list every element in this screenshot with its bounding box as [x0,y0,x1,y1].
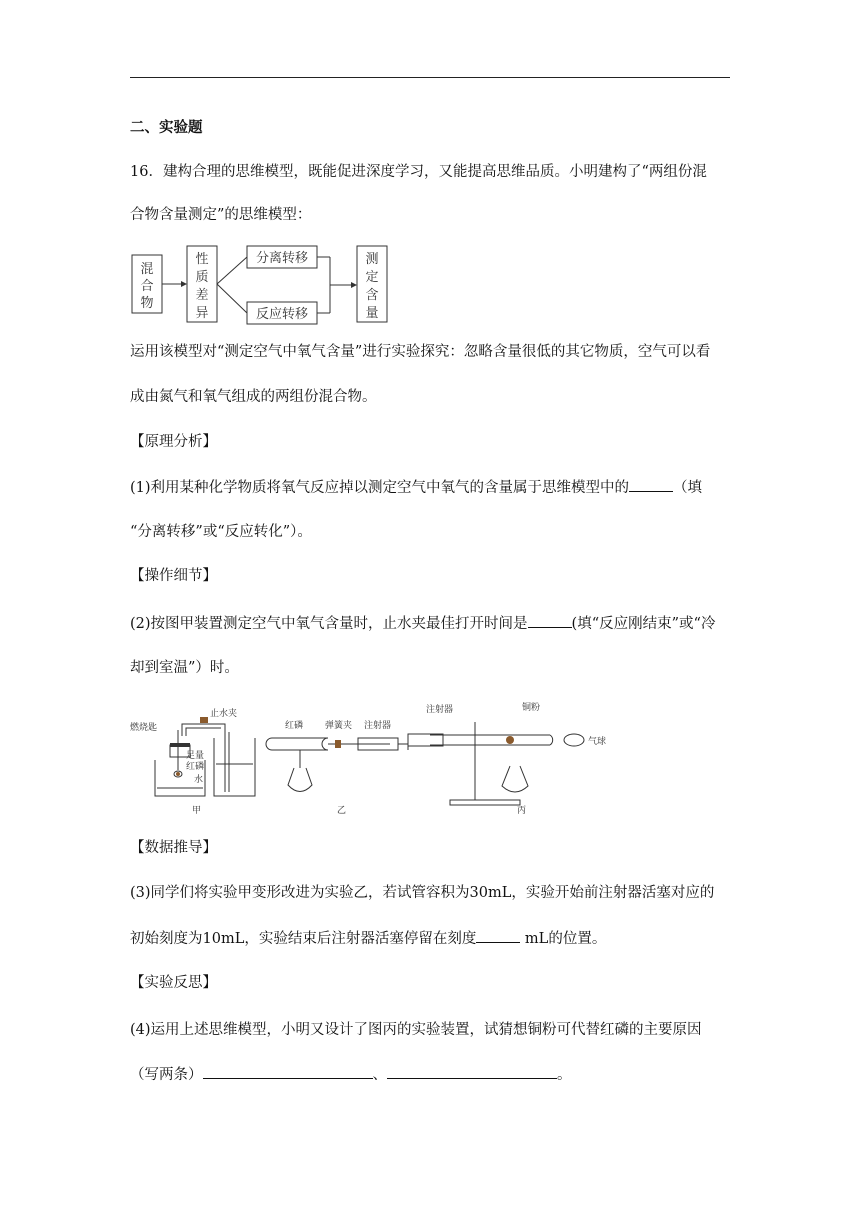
question-2: (2)按图甲装置测定空气中氧气含量时，止水夹最佳打开时间是 (填“反应刚结束”或“冷 [130,613,740,634]
question-4-cont: （写两条） 、 。 [130,1064,740,1085]
heading-principle: 【原理分析】 [130,434,217,450]
box-measure-char: 量 [365,306,379,321]
label-red-phosphorus-yi: 红磷 [285,721,304,731]
box-measure-char: 测 [365,252,379,267]
box-property-char: 差 [195,288,209,303]
label-sufficient: 足量 [186,751,205,761]
box-reaction-transfer: 反应转移 [255,307,309,322]
model-application-text-cont: 成由氮气和氧气组成的两组份混合物。 [130,389,377,405]
box-property-char: 异 [195,306,209,321]
question-2-cont: 却到室温”）时。 [130,660,239,676]
question-4: (4)运用上述思维模型，小明又设计了图丙的实验装置，试猜想铜粉可代替红磷的主要原因 [130,1022,702,1038]
label-fig-jia: 甲 [192,806,202,816]
label-fig-yi: 乙 [337,806,347,816]
question-3: (3)同学们将实验甲变形改进为实验乙，若试管容积为30mL，实验开始前注射器活塞对应的 [130,885,715,901]
thinking-model-diagram [130,240,400,330]
question-1-cont: “分离转移”或“反应转化”）。 [130,524,312,540]
box-separation-transfer: 分离转移 [255,251,309,266]
question-16-text-cont: 合物含量测定”的思维模型： [130,207,312,223]
heading-operation: 【操作细节】 [130,568,217,584]
header-rule [130,77,730,78]
box-measure-char: 定 [365,270,379,285]
question-1: (1)利用某种化学物质将氧气反应掉以测定空气中氧气的含量属于思维模型中的 （填 [130,477,740,498]
label-syringe-bing: 注射器 [426,705,454,715]
label-water: 水 [194,775,204,785]
answer-blank-2[interactable] [528,613,572,628]
question-3-cont: 初始刻度为10mL，实验结束后注射器活塞停留在刻度 mL的位置。 [130,928,740,949]
question-16-text: 16．建构合理的思维模型，既能促进深度学习，又能提高思维品质。小明建构了“两组份混 [130,164,707,180]
label-fig-bing: 丙 [517,806,527,816]
apparatus-figures [130,700,630,822]
label-spring-clip: 弹簧夹 [325,721,353,731]
answer-blank-1[interactable] [629,477,673,492]
box-measure-char: 含 [365,288,379,303]
label-syringe-yi: 注射器 [364,721,392,731]
box-property-char: 性 [195,252,209,267]
model-application-text: 运用该模型对“测定空气中氧气含量”进行实验探究：忽略含量很低的其它物质，空气可以看 [130,344,711,360]
label-copper-powder: 铜粉 [522,703,541,713]
box-mixture-char: 合 [140,279,154,294]
label-water-clip: 止水夹 [210,709,238,719]
answer-blank-3[interactable] [476,928,520,943]
box-mixture-char: 混 [140,262,154,277]
box-property-char: 质 [195,270,209,285]
label-red-phosphorus: 红磷 [186,762,205,772]
label-combustion-spoon: 燃烧匙 [130,723,158,733]
section-title: 二、实验题 [130,119,203,136]
answer-blank-4a[interactable] [203,1064,373,1079]
label-balloon: 气球 [588,737,607,747]
heading-data: 【数据推导】 [130,840,217,856]
box-mixture-char: 物 [140,296,154,311]
answer-blank-4b[interactable] [387,1064,557,1079]
heading-reflection: 【实验反思】 [130,975,217,991]
